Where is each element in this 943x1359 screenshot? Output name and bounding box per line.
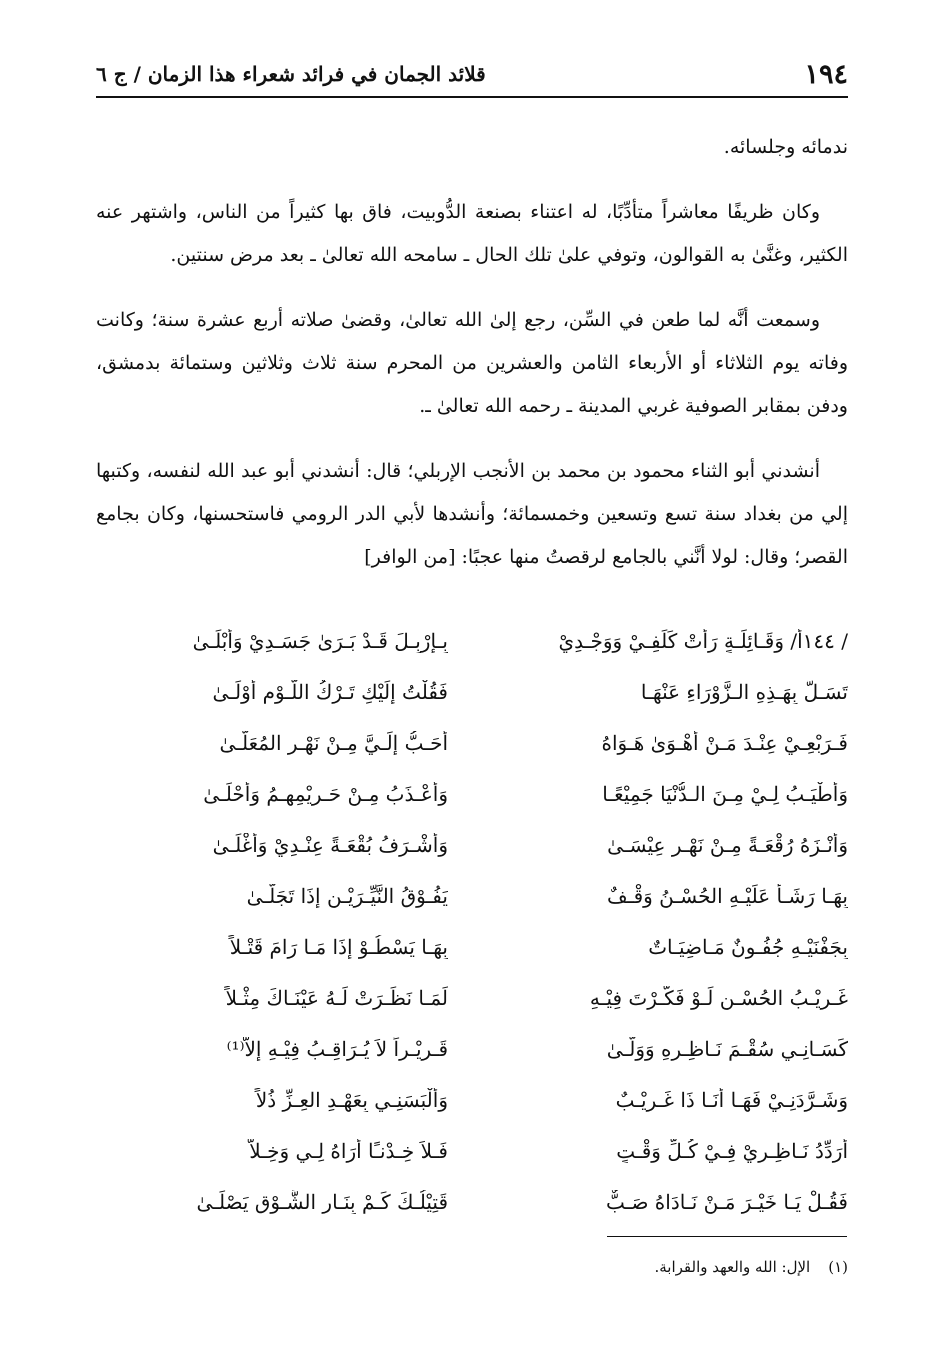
verse-second-hemistich: قَـرِيْـراً لاَ يُـرَاقِـبُ فِيْـهِ إِلاًّ⁽¹⁾ xyxy=(226,1036,448,1061)
verse-first-hemistich: وَأَنْـزَهُ رُقْعَـةً مِـنْ نَهْـرِ عِيْسَـىٰ xyxy=(607,832,848,857)
verse-first-hemistich: / ١٤٤أ/ وَقَـائِلَـةٍ رَأَتْ كَلَفِـيْ وَوَجْـدِيْ xyxy=(558,628,848,653)
page-number: ١٩٤ xyxy=(804,58,848,90)
verse-first-hemistich: وَأَطْيَـبُ لِـيْ مِـنَ الـدُّنْيَا جَمِيْعًـا xyxy=(602,781,848,806)
footnote xyxy=(96,1258,848,1276)
footnote-text: الإل: الله والعهد والقرابة. xyxy=(654,1258,811,1276)
page-header xyxy=(96,52,848,98)
verse-row xyxy=(96,615,848,666)
verse-second-hemistich: بِهَـا يَسْطُـوْ إِذَا مَـا رَامَ قَتْـلاً xyxy=(229,934,448,959)
body-text xyxy=(96,126,848,579)
verse-row xyxy=(96,921,848,972)
verse-first-hemistich: فَقُـلْ يَـا خَيْـرَ مَـنْ نَـادَاهُ صَـبٌّ xyxy=(605,1189,848,1214)
verse-second-hemistich: وَأَعْـذَبُ مِـنْ حَـرِيْمِهِـمُ وَأَحْلَـىٰ xyxy=(203,781,448,806)
paragraph-death: وسمعت أنَّه لما طعن في السِّن، رجع إلىٰ الله تعالىٰ، وقضىٰ صلاته أربع عشرة سنة؛ وكانت وفاته يوم الثلاثاء أو الأربعاء الثامن والعشرين من المحرم سنة ثلاث وثلاثين وستمائة بدمشق، ودفن بمقابر الصوفية غربي المدينة ـ رحمه الله تعالىٰ ـ. xyxy=(96,309,848,417)
verse-first-hemistich: بِجَفْنَيْـهِ جُفُـونٌ مَـاضِيَـاتٌ xyxy=(648,934,848,959)
verse-first-hemistich: بِهَـا رَشَـأٌ عَلَيْـهِ الحُسْـنُ وَقْـفٌ xyxy=(607,883,848,908)
verse-first-hemistich: وَشَـرَّدَنِـيْ فَهَـا أَنَـا ذَا غَـرِيْـبٌ xyxy=(615,1087,848,1112)
verse-row xyxy=(96,1125,848,1176)
verse-second-hemistich: أَحَـبُّ إِلَـيَّ مِـنْ نَهْـرِ المُعَلَّـىٰ xyxy=(219,730,448,755)
running-title: قلائد الجمان في فرائد شعراء هذا الزمان / ج ٦ xyxy=(96,62,486,86)
verse-second-hemistich: فَـلاَ خِـدْنـًا أَرَاهُ لِـي وَخِـلاّ xyxy=(249,1138,448,1163)
verse-row xyxy=(96,1176,848,1227)
verse-row xyxy=(96,870,848,921)
verse-first-hemistich: كَسَـانِـي سُقْـمَ نَـاظِـرِهِ وَوَلَّـىٰ xyxy=(606,1036,848,1061)
paragraph-poem-intro: أنشدني أبو الثناء محمود بن محمد بن الأنجب الإربلي؛ قال: أنشدني أبو عبد الله لنفسه، وكتبها إلي من بغداد سنة تسع وتسعين وخمسمائة؛ وأنشدها لأبي الدر الرومي فاستحسنها، وكان بجامع القصر؛ وقال: لولا أنَّني بالجامع لرقصتُ منها عجبًا: [من الوافر] xyxy=(96,460,848,568)
verse-first-hemistich: تَسَـلَّ بِهَـذِهِ الـزَّوْرَاءِ عَنْهَـا xyxy=(640,679,848,704)
verse-second-hemistich: وَأَلْبَسَنِـي بِعَهْـدِ العِـزِّ ذُلاً xyxy=(255,1087,448,1112)
verse-second-hemistich: فَقُلْتُ إِلَيْكِ تَـرْكُ اللَّـوْمِ أَوْلَـىٰ xyxy=(212,679,448,704)
verse-row xyxy=(96,1023,848,1074)
verse-second-hemistich: يَفُـوْقُ النَّيِّـرَيْـنِ إِذَا تَجَلَّـىٰ xyxy=(246,883,448,908)
verse-row xyxy=(96,717,848,768)
verse-second-hemistich: لَمَـا نَظَـرَتْ لَـهُ عَيْنَـاكَ مِثْـلاً xyxy=(225,985,448,1010)
verse-row xyxy=(96,972,848,1023)
verse-row xyxy=(96,768,848,819)
paragraph-continuation: ندمائه وجلسائه. xyxy=(723,136,848,158)
footnote-divider xyxy=(607,1236,847,1237)
verse-row xyxy=(96,1074,848,1125)
verse-first-hemistich: أُرَدِّدُ نَـاظِـرِيْ فِـيْ كُـلِّ وَقْـتٍ xyxy=(616,1138,848,1163)
verse-second-hemistich: وَأَشْـرَفُ بُقْعَـةً عِنْـدِيْ وَأَغْلَـىٰ xyxy=(212,832,448,857)
poem xyxy=(96,615,848,1227)
verse-first-hemistich: فَـرَبْعِـيْ عِنْـدَ مَـنْ أَهْـوَىٰ هَـوَاهُ xyxy=(601,730,848,755)
verse-second-hemistich: قَتِيْلُـكَ كَـمْ بِنَـارِ الشَّـوْقِ يَصْلَـىٰ xyxy=(196,1189,448,1214)
verse-second-hemistich: بِـإِرْبِـلَ قَـدْ بَـرَىٰ جَسَـدِيْ وَأَبْلَـىٰ xyxy=(192,628,448,653)
footnote-marker: (١) xyxy=(828,1258,848,1276)
verse-row xyxy=(96,666,848,717)
verse-first-hemistich: غَـرِيْـبُ الحُسْـنِ لَـوْ فَكَّـرْتَ فِيْـهِ xyxy=(589,985,848,1010)
paragraph-biography: وكان ظريفًا معاشراً متأدِّبًا، له اعتناء بصنعة الدُّوبيت، فاق بها كثيراً من الناس، واشتهر عنه الكثير، وغنَّىٰ به القوالون، وتوفي علىٰ تلك الحال ـ سامحه الله تعالىٰ ـ بعد مرض سنتين. xyxy=(96,201,848,266)
verse-row xyxy=(96,819,848,870)
